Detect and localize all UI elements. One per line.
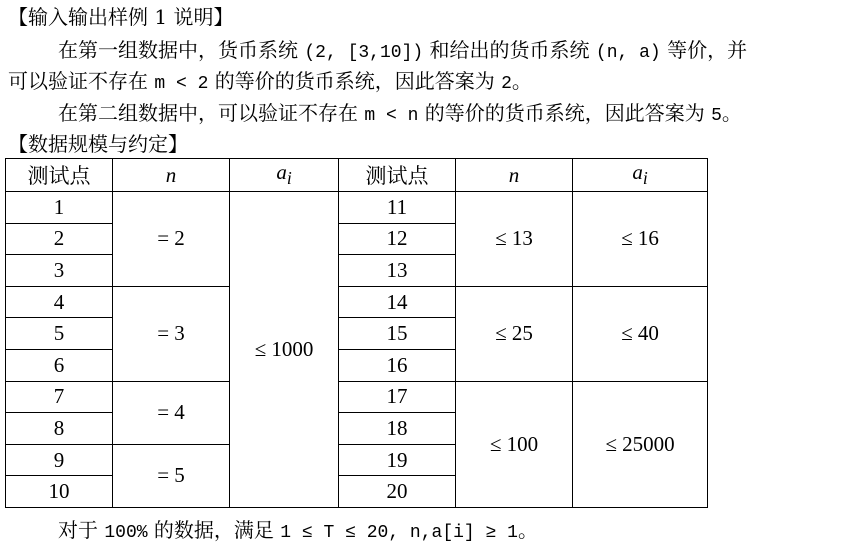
n-range-cell: = 4 [113, 381, 230, 444]
testpoint-cell: 7 [6, 381, 113, 413]
code-run: m < 2 [154, 74, 209, 94]
a-range-cell: ≤ 25000 [573, 381, 708, 507]
testpoint-cell: 13 [339, 255, 456, 287]
header-a-left-symbol: a [276, 160, 287, 185]
n-range-cell: ≤ 100 [456, 381, 573, 507]
section-title-data-scale: 【数据规模与约定】 [8, 132, 188, 156]
testpoint-cell: 6 [6, 349, 113, 381]
paragraph-second-group [58, 99, 742, 130]
footer-constraint [58, 516, 538, 547]
table-row [6, 381, 708, 413]
code-run: m < n [364, 106, 419, 126]
text-run: 。 [721, 101, 742, 125]
header-testpoint-right: 测试点 [339, 159, 456, 192]
data-scale-table [5, 158, 708, 508]
table-row [6, 286, 708, 318]
table-row [6, 192, 708, 224]
text-run: 和给出的货币系统 [423, 38, 596, 62]
header-a-right [573, 159, 708, 192]
code-run: 2 [501, 74, 512, 94]
code-run: 100% [104, 523, 148, 543]
a-range-cell: ≤ 16 [573, 192, 708, 287]
header-a-left-subscript: i [286, 168, 292, 189]
testpoint-cell: 17 [339, 381, 456, 413]
header-a-right-symbol: a [632, 160, 643, 185]
testpoint-cell: 1 [6, 192, 113, 224]
code-run: (n, a) [595, 43, 661, 63]
a-range-cell: ≤ 1000 [230, 192, 339, 508]
header-a-right-subscript: i [642, 168, 648, 189]
text-run: 。 [511, 69, 532, 93]
text-run: 在第一组数据中，货币系统 [58, 38, 305, 62]
text-run: 在第二组数据中，可以验证不存在 [58, 101, 365, 125]
section-title-sample-explanation: 【输入输出样例 1 说明】 [8, 5, 234, 29]
text-run: 等价，并 [660, 38, 748, 62]
n-range-cell: = 3 [113, 286, 230, 381]
header-n-right: n [456, 159, 573, 192]
paragraph-first-group-continued [8, 67, 532, 98]
testpoint-cell: 14 [339, 286, 456, 318]
n-range-cell: ≤ 25 [456, 286, 573, 381]
text-run: 可以验证不存在 [8, 69, 155, 93]
testpoint-cell: 18 [339, 413, 456, 445]
code-run: 1 ≤ T ≤ 20, n,a[i] ≥ 1 [280, 523, 518, 543]
testpoint-cell: 20 [339, 476, 456, 508]
testpoint-cell: 3 [6, 255, 113, 287]
testpoint-cell: 16 [339, 349, 456, 381]
testpoint-cell: 19 [339, 444, 456, 476]
table-header-row [6, 159, 708, 192]
text-run: 的数据，满足 [147, 518, 281, 542]
header-a-left [230, 159, 339, 192]
testpoint-cell: 4 [6, 286, 113, 318]
n-range-cell: = 5 [113, 444, 230, 507]
code-run: (2, [3,10]) [304, 43, 424, 63]
testpoint-cell: 8 [6, 413, 113, 445]
testpoint-cell: 12 [339, 223, 456, 255]
text-run: 。 [517, 518, 538, 542]
n-range-cell: = 2 [113, 192, 230, 287]
text-run: 的等价的货币系统，因此答案为 [208, 69, 502, 93]
paragraph-first-group [58, 36, 747, 67]
testpoint-cell: 10 [6, 476, 113, 508]
testpoint-cell: 2 [6, 223, 113, 255]
testpoint-cell: 11 [339, 192, 456, 224]
header-n-left: n [113, 159, 230, 192]
n-range-cell: ≤ 13 [456, 192, 573, 287]
testpoint-cell: 9 [6, 444, 113, 476]
text-run: 的等价的货币系统，因此答案为 [418, 101, 712, 125]
testpoint-cell: 15 [339, 318, 456, 350]
code-run: 5 [711, 106, 722, 126]
testpoint-cell: 5 [6, 318, 113, 350]
text-run: 对于 [58, 518, 105, 542]
a-range-cell: ≤ 40 [573, 286, 708, 381]
header-testpoint-left: 测试点 [6, 159, 113, 192]
